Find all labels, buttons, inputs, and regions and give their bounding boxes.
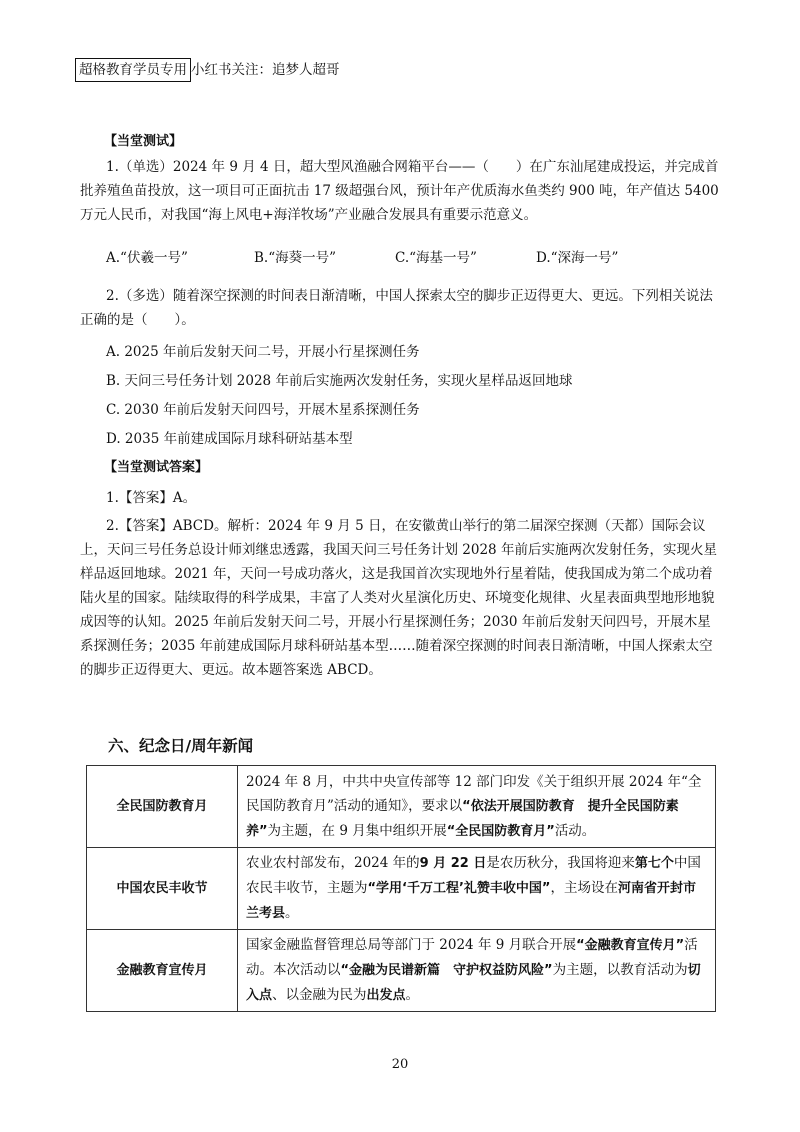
desc-bold: 第七个 bbox=[634, 856, 674, 871]
desc-text: 农业农村部发布，2024 年的 bbox=[246, 855, 420, 871]
event-name: 全民国防教育月 bbox=[87, 766, 238, 848]
desc-bold: “全民国防教育月” bbox=[446, 823, 555, 839]
desc-text: ，主场设在 bbox=[550, 880, 618, 896]
answer-1: 1.【答案】A。 bbox=[106, 490, 197, 506]
table-row bbox=[87, 930, 716, 1012]
section-title: 六、纪念日/周年新闻 bbox=[108, 737, 254, 755]
table-row bbox=[87, 848, 716, 930]
q1-option-b: B.“海葵一号” bbox=[254, 250, 337, 266]
desc-text: 。 bbox=[405, 987, 420, 1003]
event-description bbox=[238, 766, 716, 848]
event-name: 金融教育宣传月 bbox=[87, 930, 238, 1012]
q1-option-a: A.“伏羲一号” bbox=[106, 250, 188, 266]
event-description bbox=[238, 848, 716, 930]
quiz-heading: 【当堂测试】 bbox=[104, 134, 183, 149]
desc-text: 国家金融监督管理总局等部门于 2024 年 9 月联合开展 bbox=[246, 937, 577, 953]
answers-heading: 【当堂测试答案】 bbox=[104, 460, 209, 475]
desc-text: 中国农民丰收节，主题为 bbox=[246, 855, 701, 896]
desc-text: 为主题，在 9 月集中组织开展 bbox=[267, 822, 447, 839]
desc-text: 活动。本次活动以 bbox=[246, 937, 698, 978]
event-description bbox=[238, 930, 716, 1012]
question-1-options bbox=[106, 247, 726, 269]
desc-bold: 9 月 22 日 bbox=[419, 856, 487, 871]
desc-bold: 切入点 bbox=[246, 963, 701, 1003]
table-row bbox=[87, 766, 716, 848]
desc-bold: “金融为民谱新篇 守护权益防风险” bbox=[340, 963, 553, 978]
answer-2-explanation: 2.【答案】ABCD。解析：2024 年 9 月 5 日，在安徽黄山举行的第二届深空探测（天都）国际会议上，天问三号任务总设计师刘继忠透露，我国天问三号任务计划 2028 年前后实施两次发射任务，实现火星样品返回地球。2021 年，天问一号成功落火，这是我国首次实现地外行星着陆，使我国成为第二个成功着陆火星的国家。陆续取得的科学成果，丰富了人类对火星演化历史、环境变化规律、火星表面典型地形地貌成因等的认知。2025 年前后发射天问二号，开展小行星探测任务；2030 年前后发射天问四号，开展木星系探测任务；2035 年前建成国际月球科研站基本型……随着深空探测的时间表日渐清晰，中国人探索太空的脚步正迈得更大、更远。故本题答案选 ABCD。 bbox=[80, 518, 717, 678]
page-header bbox=[75, 58, 340, 82]
q2-option-d: D. 2035 年前建成国际月球科研站基本型 bbox=[106, 431, 353, 447]
desc-bold: “依法开展国防教育 提升全民国防素养” bbox=[246, 798, 679, 839]
page-number: 20 bbox=[391, 1057, 409, 1072]
q1-option-c: C.“海基一号” bbox=[395, 250, 477, 266]
header-follow-text: 小红书关注：追梦人超哥 bbox=[191, 62, 340, 78]
desc-text: 。 bbox=[285, 905, 299, 921]
q2-option-c: C. 2030 年前后发射天问四号，开展木星系探测任务 bbox=[106, 402, 420, 418]
desc-text: 是农历秋分，我国将迎来 bbox=[486, 855, 635, 871]
question-1-text: 1.（单选）2024 年 9 月 4 日，超大型风渔融合网箱平台——（ ）在广东汕尾建成投运，并完成首批养殖鱼苗投放，这一项目可正面抗击 17 级超强台风，预计年产优质海水鱼类约 900 吨，年产值达 5400 万元人民币，对我国“海上风电+海洋牧场”产业融合发展具有重要示范意义。 bbox=[80, 159, 719, 223]
desc-bold: “金融教育宣传月” bbox=[576, 938, 685, 953]
header-label-box: 超格教育学员专用 bbox=[75, 58, 191, 82]
anniversary-table bbox=[86, 765, 716, 1012]
desc-bold: “学用‘千万工程’礼赞丰收中国” bbox=[367, 881, 551, 896]
desc-bold: 出发点 bbox=[366, 988, 406, 1003]
desc-bold: 河南省开封市兰考县 bbox=[246, 881, 696, 921]
desc-text: 为主题，以教育活动为 bbox=[552, 962, 688, 978]
q1-option-d: D.“深海一号” bbox=[536, 250, 619, 266]
desc-text: 2024 年 8 月，中共中央宣传部等 12 部门印发《关于组织开展 2024 年“全民国防教育月”活动的通知》，要求以 bbox=[246, 773, 702, 814]
question-2-text: 2.（多选）随着深空探测的时间表日渐清晰，中国人探索太空的脚步正迈得更大、更远。下列相关说法正确的是（ ）。 bbox=[80, 288, 713, 328]
desc-text: 活动。 bbox=[554, 822, 596, 839]
q2-option-b: B. 天问三号任务计划 2028 年前后实施两次发射任务，实现火星样品返回地球 bbox=[106, 373, 573, 389]
event-name: 中国农民丰收节 bbox=[87, 848, 238, 930]
desc-text: 、以金融为民为 bbox=[272, 987, 367, 1003]
q2-option-a: A. 2025 年前后发射天问二号，开展小行星探测任务 bbox=[106, 344, 420, 360]
